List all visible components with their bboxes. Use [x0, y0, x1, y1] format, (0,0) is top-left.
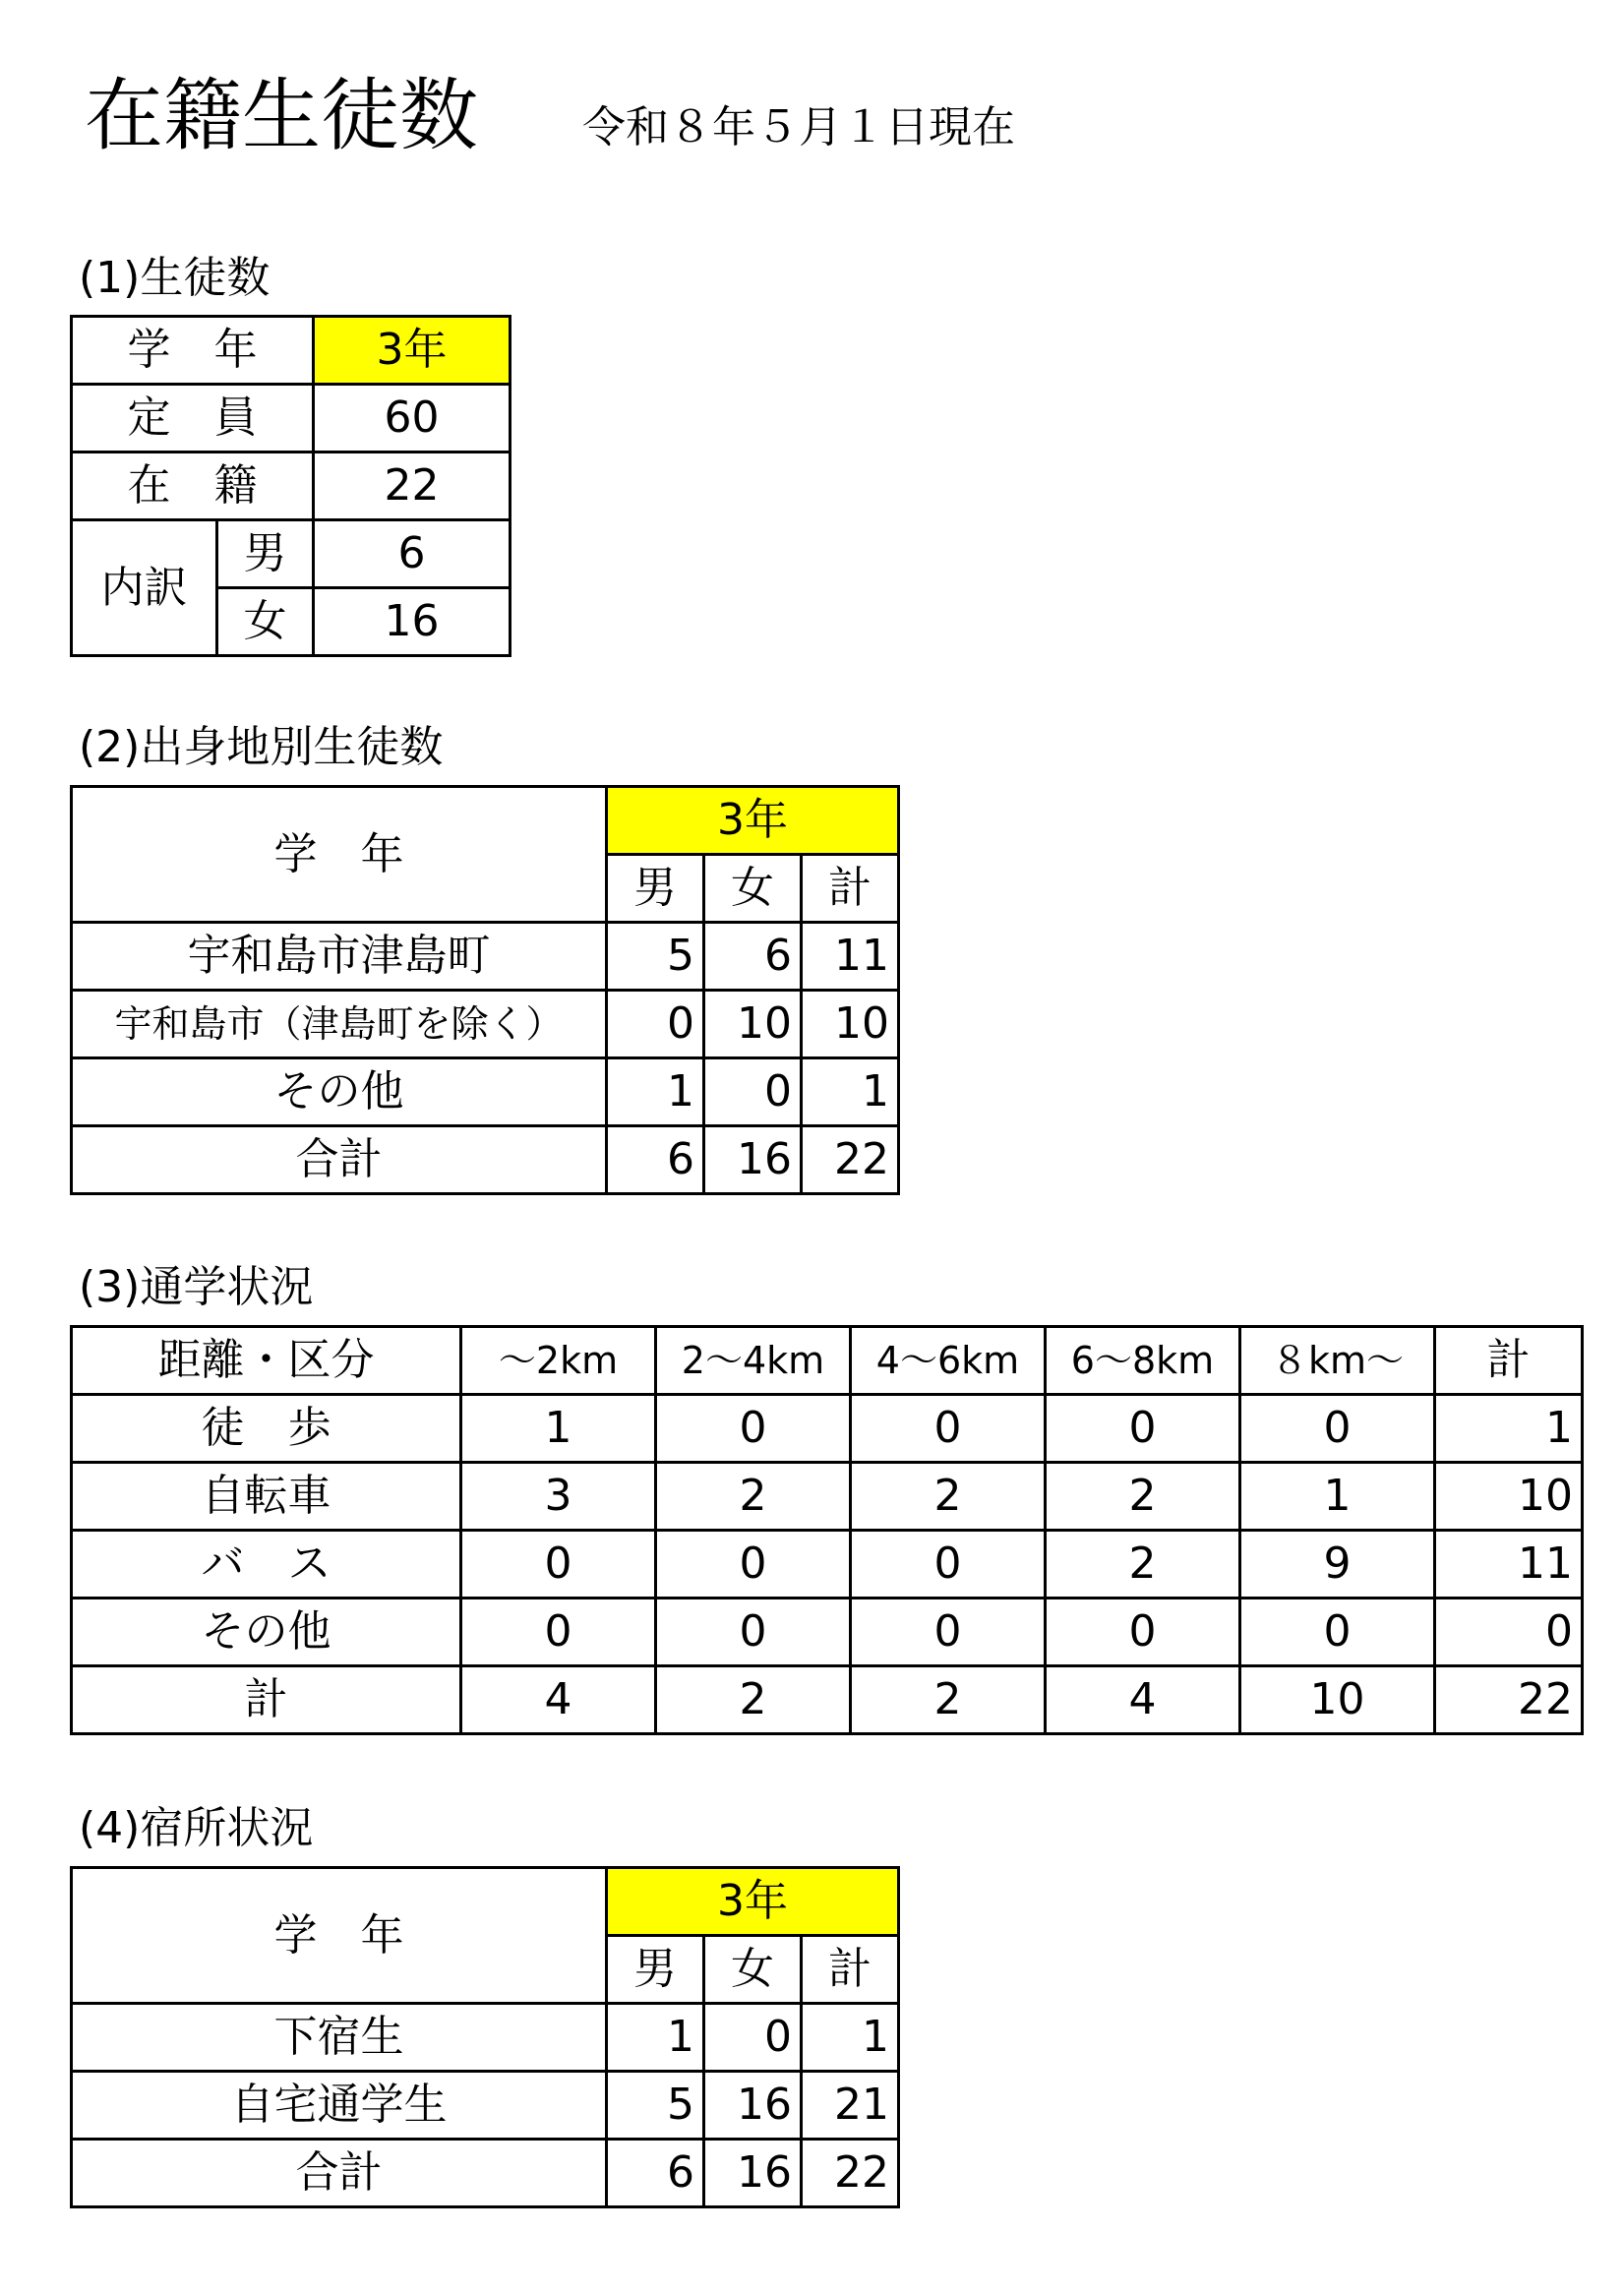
table-row — [72, 991, 899, 1058]
cell-value: 0 — [656, 1531, 851, 1599]
cell-value: 1 — [461, 1395, 656, 1463]
col-total: 計 — [802, 855, 899, 923]
cell-value: 0 — [1240, 1599, 1435, 1666]
row-label: 下宿生 — [72, 2004, 607, 2072]
capacity-label: 定 員 — [72, 385, 314, 453]
cell-value: 0 — [1046, 1395, 1240, 1463]
header-cell: 4～6km — [851, 1327, 1046, 1395]
cell-value: 0 — [851, 1531, 1046, 1599]
col-total: 計 — [802, 1936, 899, 2004]
cell-value: 1 — [1240, 1463, 1435, 1531]
male-value: 6 — [607, 2140, 704, 2207]
row-label: 合計 — [72, 2140, 607, 2207]
total-value: 22 — [802, 1126, 899, 1194]
table-row — [72, 2004, 899, 2072]
total-value: 1 — [1435, 1395, 1583, 1463]
female-value: 16 — [704, 1126, 802, 1194]
male-value: 0 — [607, 991, 704, 1058]
cell-value: 2 — [656, 1463, 851, 1531]
female-value: 16 — [314, 588, 511, 656]
female-label: 女 — [217, 588, 314, 656]
male-value: 1 — [607, 1058, 704, 1126]
total-value: 22 — [802, 2140, 899, 2207]
header-cell: ～2km — [461, 1327, 656, 1395]
col-female: 女 — [704, 1936, 802, 2004]
row-label: 徒 歩 — [72, 1395, 461, 1463]
origin-table — [70, 785, 900, 1195]
table-row — [72, 1395, 1583, 1463]
total-value: 10 — [802, 991, 899, 1058]
female-value: 10 — [704, 991, 802, 1058]
cell-value: 2 — [1046, 1531, 1240, 1599]
grade-header-cell: 学 年 — [72, 1868, 607, 2004]
col-male: 男 — [607, 1936, 704, 2004]
total-value: 10 — [1435, 1463, 1583, 1531]
cell-value: 4 — [1046, 1666, 1240, 1734]
table-row — [72, 1599, 1583, 1666]
male-value: 1 — [607, 2004, 704, 2072]
cell-value: 0 — [656, 1395, 851, 1463]
total-value: 11 — [1435, 1531, 1583, 1599]
table-row — [72, 1531, 1583, 1599]
grade-header-cell: 学 年 — [72, 317, 314, 385]
female-value: 6 — [704, 923, 802, 991]
cell-value: 2 — [851, 1463, 1046, 1531]
capacity-value: 60 — [314, 385, 511, 453]
cell-value: 0 — [1046, 1599, 1240, 1666]
cell-value: 0 — [1240, 1395, 1435, 1463]
student-count-table — [70, 315, 511, 657]
col-male: 男 — [607, 855, 704, 923]
male-value: 6 — [607, 1126, 704, 1194]
cell-value: 0 — [461, 1531, 656, 1599]
table-row — [72, 1666, 1583, 1734]
row-label: 合計 — [72, 1126, 607, 1194]
female-value: 0 — [704, 1058, 802, 1126]
table-row — [72, 1058, 899, 1126]
table-row — [72, 2140, 899, 2207]
female-value: 0 — [704, 2004, 802, 2072]
section-3-label: (3)通学状況 — [79, 1262, 314, 1312]
row-label: バ ス — [72, 1531, 461, 1599]
table-row — [72, 923, 899, 991]
table-row — [72, 2072, 899, 2140]
enrolled-value: 22 — [314, 453, 511, 520]
cell-value: 0 — [656, 1599, 851, 1666]
row-label: その他 — [72, 1058, 607, 1126]
cell-value: 2 — [851, 1666, 1046, 1734]
cell-value: 0 — [851, 1599, 1046, 1666]
table-row — [72, 1463, 1583, 1531]
header-cell: 計 — [1435, 1327, 1583, 1395]
total-value: 22 — [1435, 1666, 1583, 1734]
grade-cell: 3年 — [607, 787, 899, 855]
breakdown-label: 内訳 — [72, 520, 217, 656]
total-value: 11 — [802, 923, 899, 991]
cell-value: 3 — [461, 1463, 656, 1531]
page-title: 在籍生徒数 — [85, 70, 478, 161]
cell-value: 4 — [461, 1666, 656, 1734]
header-cell: 6～8km — [1046, 1327, 1240, 1395]
grade-cell: 3年 — [607, 1868, 899, 1936]
total-value: 1 — [802, 2004, 899, 2072]
row-label: 自宅通学生 — [72, 2072, 607, 2140]
cell-value: 2 — [656, 1666, 851, 1734]
total-value: 1 — [802, 1058, 899, 1126]
male-value: 5 — [607, 2072, 704, 2140]
section-1-label: (1)生徒数 — [79, 253, 271, 303]
grade-cell: 3年 — [314, 317, 511, 385]
male-label: 男 — [217, 520, 314, 588]
female-value: 16 — [704, 2140, 802, 2207]
male-value: 6 — [314, 520, 511, 588]
lodging-table — [70, 1866, 900, 2208]
cell-value: 9 — [1240, 1531, 1435, 1599]
row-label: 計 — [72, 1666, 461, 1734]
section-4-label: (4)宿所状況 — [79, 1803, 314, 1853]
row-label: 宇和島市津島町 — [72, 923, 607, 991]
cell-value: 0 — [851, 1395, 1046, 1463]
row-label: 自転車 — [72, 1463, 461, 1531]
table-row — [72, 1126, 899, 1194]
section-2-label: (2)出身地別生徒数 — [79, 722, 444, 772]
commute-table — [70, 1325, 1584, 1735]
header-cell: 2～4km — [656, 1327, 851, 1395]
row-label: 宇和島市（津島町を除く） — [72, 991, 607, 1058]
col-female: 女 — [704, 855, 802, 923]
cell-value: 2 — [1046, 1463, 1240, 1531]
total-value: 0 — [1435, 1599, 1583, 1666]
cell-value: 0 — [461, 1599, 656, 1666]
female-value: 16 — [704, 2072, 802, 2140]
male-value: 5 — [607, 923, 704, 991]
enrolled-label: 在 籍 — [72, 453, 314, 520]
header-cell: 距離・区分 — [72, 1327, 461, 1395]
total-value: 21 — [802, 2072, 899, 2140]
grade-header-cell: 学 年 — [72, 787, 607, 923]
row-label: その他 — [72, 1599, 461, 1666]
header-cell: ８km～ — [1240, 1327, 1435, 1395]
cell-value: 10 — [1240, 1666, 1435, 1734]
as-of-date: 令和８年５月１日現在 — [582, 102, 1015, 152]
